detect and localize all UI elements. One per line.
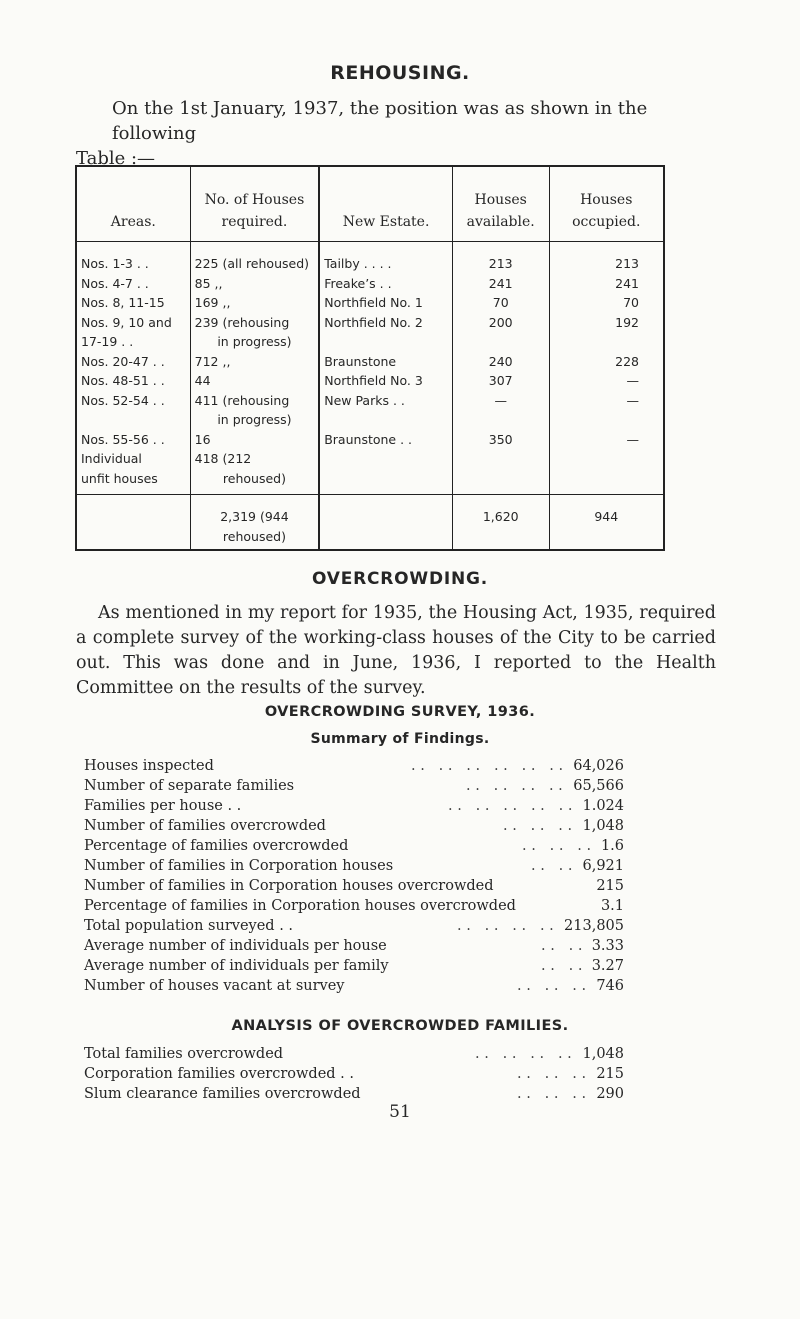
table-body xyxy=(76,242,664,495)
occupied-cell: — xyxy=(549,371,664,391)
list-item xyxy=(84,856,624,876)
list-item xyxy=(84,916,624,936)
leader-dots: . . . . . . . . . . . . xyxy=(411,758,564,774)
area-cell: Nos. 4-7 . . xyxy=(76,274,190,294)
item-label: Number of families overcrowded xyxy=(84,818,326,834)
available-cell: 350 xyxy=(452,430,549,450)
occupied-cell: 213 xyxy=(549,242,664,274)
required-cell: 85 ,, xyxy=(190,274,319,294)
available-cell: 213 xyxy=(452,242,549,274)
occupied-cell: 228 xyxy=(549,352,664,372)
required-cell: 44 xyxy=(190,371,319,391)
available-cell xyxy=(452,449,549,495)
list-item xyxy=(84,816,624,836)
item-value: 3.33 xyxy=(591,938,624,954)
list-item xyxy=(84,936,624,956)
table-row xyxy=(76,391,664,430)
estate-cell: Freake’s . . xyxy=(319,274,452,294)
leader-dots: . . . . . . xyxy=(517,1086,587,1102)
area-cell: Individual unfit houses xyxy=(76,449,190,495)
list-item xyxy=(84,756,624,776)
occupied-cell: — xyxy=(549,391,664,430)
header-occupied: Houses occupied. xyxy=(549,166,664,242)
item-label: Number of families in Corporation houses xyxy=(84,858,394,874)
item-label: Corporation families overcrowded . . xyxy=(84,1066,354,1082)
leader-dots: . . . . . . . . xyxy=(457,918,554,934)
available-cell: — xyxy=(452,391,549,430)
available-cell: 307 xyxy=(452,371,549,391)
item-label: Families per house . . xyxy=(84,798,242,814)
item-value: 64,026 xyxy=(573,758,624,774)
required-cell: 411 (rehousing in progress) xyxy=(190,391,319,430)
item-label: Houses inspected xyxy=(84,758,214,774)
item-value: 213,805 xyxy=(564,918,624,934)
table-row xyxy=(76,242,664,274)
area-cell: Nos. 9, 10 and 17-19 . . xyxy=(76,313,190,352)
header-available: Houses available. xyxy=(452,166,549,242)
table-row xyxy=(76,352,664,372)
item-label: Percentage of families in Corporation houses overcrowded xyxy=(84,898,516,914)
list-item xyxy=(84,836,624,856)
item-label: Total population surveyed . . xyxy=(84,918,294,934)
leader-dots: . . . . . . . . xyxy=(466,778,563,794)
item-value: 65,566 xyxy=(573,778,624,794)
leader-dots: . . . . . . xyxy=(517,1066,587,1082)
total-occupied-cell: 944 xyxy=(549,495,664,551)
leader-dots: . . . . . . xyxy=(503,818,573,834)
table-row xyxy=(76,449,664,495)
total-estate-cell xyxy=(319,495,452,551)
area-cell: Nos. 1-3 . . xyxy=(76,242,190,274)
leader-dots: . . . . xyxy=(541,958,583,974)
item-label: Number of separate families xyxy=(84,778,295,794)
item-value: 290 xyxy=(596,1086,624,1102)
list-item xyxy=(84,876,624,896)
list-item xyxy=(84,1084,624,1104)
estate-cell: Tailby . . . . xyxy=(319,242,452,274)
table-totals-row xyxy=(76,495,664,551)
list-item xyxy=(84,956,624,976)
item-value: 215 xyxy=(596,1066,624,1082)
item-label: Number of houses vacant at survey xyxy=(84,978,345,994)
survey-heading: OVERCROWDING SURVEY, 1936. xyxy=(264,704,536,720)
area-cell: Nos. 52-54 . . xyxy=(76,391,190,430)
intro-line-1: On the 1st January, 1937, the position was as shown in the following xyxy=(112,98,648,144)
page-title: REHOUSING. xyxy=(330,62,470,84)
required-cell: 712 ,, xyxy=(190,352,319,372)
table-row xyxy=(76,371,664,391)
required-cell: 16 xyxy=(190,430,319,450)
available-cell: 240 xyxy=(452,352,549,372)
item-label: Average number of individuals per house xyxy=(84,938,387,954)
available-cell: 70 xyxy=(452,293,549,313)
survey-findings-list xyxy=(84,756,624,996)
item-value: 3.1 xyxy=(600,898,624,914)
estate-cell: Braunstone . . xyxy=(319,430,452,450)
table-header-row xyxy=(76,166,664,242)
item-label: Number of families in Corporation houses overcrowded xyxy=(84,878,494,894)
header-estate: New Estate. xyxy=(319,166,452,242)
list-item xyxy=(84,796,624,816)
total-required-cell: 2,319 (944 rehoused) xyxy=(190,495,319,551)
item-value: 746 xyxy=(596,978,624,994)
estate-cell: Northfield No. 3 xyxy=(319,371,452,391)
required-cell: 169 ,, xyxy=(190,293,319,313)
header-areas: Areas. xyxy=(76,166,190,242)
table-row xyxy=(76,430,664,450)
estate-cell: New Parks . . xyxy=(319,391,452,430)
rehousing-table xyxy=(75,165,665,551)
table-row xyxy=(76,274,664,294)
leader-dots: . . . . . . xyxy=(522,838,592,854)
overcrowding-heading: OVERCROWDING. xyxy=(311,569,489,589)
total-area-cell xyxy=(76,495,190,551)
page-number: 51 xyxy=(389,1102,411,1122)
leader-dots: . . . . . . xyxy=(517,978,587,994)
list-item xyxy=(84,1064,624,1084)
required-cell: 225 (all rehoused) xyxy=(190,242,319,274)
leader-dots: . . . . xyxy=(531,858,573,874)
estate-cell: Northfield No. 1 xyxy=(319,293,452,313)
header-required: No. of Houses required. xyxy=(190,166,319,242)
intro-line-2: Table :— xyxy=(76,148,156,169)
item-label: Percentage of families overcrowded xyxy=(84,838,349,854)
analysis-heading: ANALYSIS OF OVERCROWDED FAMILIES. xyxy=(231,1018,569,1034)
list-item xyxy=(84,976,624,996)
occupied-cell: 70 xyxy=(549,293,664,313)
area-cell: Nos. 8, 11-15 xyxy=(76,293,190,313)
list-item xyxy=(84,776,624,796)
survey-subheading: Summary of Findings. xyxy=(310,731,490,747)
available-cell: 241 xyxy=(452,274,549,294)
estate-cell: Braunstone xyxy=(319,352,452,372)
list-item xyxy=(84,896,624,916)
occupied-cell: — xyxy=(549,430,664,450)
item-label: Total families overcrowded xyxy=(84,1046,284,1062)
area-cell: Nos. 55-56 . . xyxy=(76,430,190,450)
item-value: 6,921 xyxy=(582,858,624,874)
available-cell: 200 xyxy=(452,313,549,352)
analysis-list xyxy=(84,1044,624,1104)
occupied-cell: 241 xyxy=(549,274,664,294)
intro-paragraph xyxy=(76,96,736,171)
overcrowding-paragraph: As mentioned in my report for 1935, the Housing Act, 1935, required a complete survey of the working-class houses of the City to be carried out. This was done and in June, 1936, I reported to the Health Committee on the results of the survey. xyxy=(76,603,716,698)
area-cell: Nos. 20-47 . . xyxy=(76,352,190,372)
occupied-cell xyxy=(549,449,664,495)
table-row xyxy=(76,313,664,352)
leader-dots: . . . . . . . . . . xyxy=(448,798,573,814)
leader-dots: . . . . . . . . xyxy=(475,1046,572,1062)
item-label: Slum clearance families overcrowded xyxy=(84,1086,361,1102)
total-available-cell: 1,620 xyxy=(452,495,549,551)
item-value: 1,048 xyxy=(582,1046,624,1062)
item-value: 1.6 xyxy=(600,838,624,854)
required-cell: 418 (212 rehoused) xyxy=(190,449,319,495)
item-value: 1,048 xyxy=(582,818,624,834)
list-item xyxy=(84,1044,624,1064)
leader-dots: . . . . xyxy=(541,938,583,954)
item-value: 3.27 xyxy=(591,958,624,974)
item-value: 215 xyxy=(596,878,624,894)
occupied-cell: 192 xyxy=(549,313,664,352)
required-cell: 239 (rehousing in progress) xyxy=(190,313,319,352)
estate-cell xyxy=(319,449,452,495)
estate-cell: Northfield No. 2 xyxy=(319,313,452,352)
table-row xyxy=(76,293,664,313)
area-cell: Nos. 48-51 . . xyxy=(76,371,190,391)
item-value: 1.024 xyxy=(582,798,624,814)
item-label: Average number of individuals per family xyxy=(84,958,389,974)
